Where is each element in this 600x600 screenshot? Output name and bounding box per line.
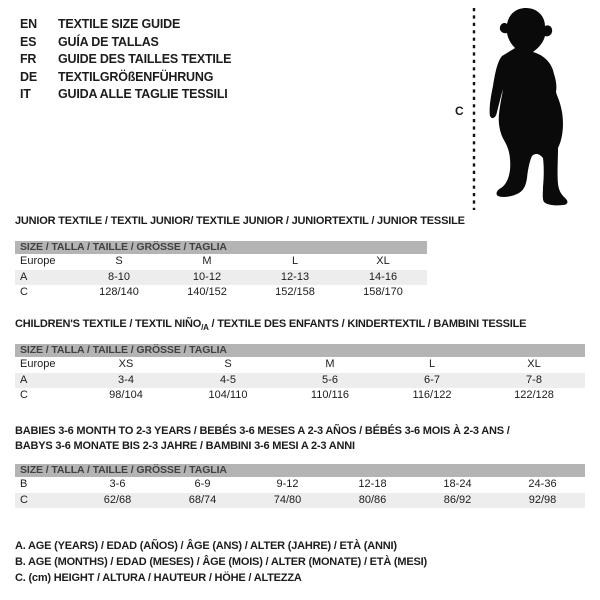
- language-title: GUIDA ALLE TAGLIE TESSILI: [58, 87, 228, 101]
- size-header-bar: SIZE / TALLA / TAILLE / GRÖSSE / TAGLIA: [15, 344, 585, 357]
- size-cell: L: [291, 255, 299, 267]
- size-cell: L: [428, 358, 436, 370]
- size-cell: 3-6: [109, 478, 126, 490]
- note-age-years: A. AGE (YEARS) / EDAD (AÑOS) / ÂGE (ANS) / ALTER (JAHRE) / ETÀ (ANNI): [15, 540, 397, 552]
- size-cell: 18-24: [443, 478, 472, 490]
- children-table: [15, 344, 585, 404]
- size-cell: 110/116: [310, 389, 350, 401]
- row-label: Europe: [20, 255, 56, 267]
- size-cell: 24-36: [528, 478, 557, 490]
- children-title-sub: /A: [201, 323, 209, 333]
- row-label: C: [20, 389, 28, 401]
- table-row: [15, 373, 585, 389]
- size-cell: 74/80: [273, 493, 302, 506]
- babies-title-line2: BABYS 3-6 MONATE BIS 2-3 JAHRE / BAMBINI 3-6 MESI A 2-3 ANNI: [15, 440, 355, 452]
- language-row: [20, 86, 231, 104]
- language-code: EN: [20, 17, 37, 31]
- junior-table-title: JUNIOR TEXTILE / TEXTIL JUNIOR/ TEXTILE JUNIOR / JUNIORTEXTIL / JUNIOR TESSILE: [15, 215, 465, 227]
- children-title-prefix: CHILDREN'S TEXTILE / TEXTIL NIÑO: [15, 318, 202, 330]
- language-code: ES: [20, 34, 37, 49]
- size-cell: 128/140: [99, 286, 139, 298]
- row-label: C: [20, 286, 28, 298]
- language-title: GUIDE DES TAILLES TEXTILE: [58, 52, 232, 66]
- row-label: B: [20, 478, 28, 490]
- babies-title-line1: BABIES 3-6 MONTH TO 2-3 YEARS / BEBÉS 3-6 MESES A 2-3 AÑOS / BÉBÉS 3-6 MOIS À 2-3 ANS /: [15, 425, 510, 437]
- language-title: TEXTILGRÖßENFÜHRUNG: [58, 69, 214, 84]
- language-title-list: [20, 16, 231, 104]
- baby-silhouette: [490, 8, 568, 205]
- height-measure-label: C: [455, 104, 464, 118]
- table-row: [15, 477, 585, 493]
- size-header-bar: SIZE / TALLA / TAILLE / GRÖSSE / TAGLIA: [15, 241, 427, 254]
- size-cell: 80/86: [358, 493, 387, 506]
- size-cell: 8-10: [107, 270, 131, 283]
- children-table-title: [15, 317, 526, 335]
- size-cell: S: [115, 255, 123, 267]
- size-cell: 86/92: [443, 493, 472, 506]
- babies-table: [15, 464, 585, 508]
- row-label: C: [20, 493, 28, 506]
- size-cell: 116/122: [412, 389, 452, 401]
- table-row: [15, 388, 585, 404]
- language-title: GUÍA DE TALLAS: [58, 34, 159, 49]
- size-cell: 140/152: [187, 286, 227, 298]
- row-label: Europe: [20, 358, 56, 370]
- size-cell: XL: [376, 255, 390, 267]
- size-cell: 158/170: [363, 286, 403, 298]
- size-cell: 62/68: [103, 493, 132, 506]
- legend-notes: [15, 538, 427, 586]
- size-cell: 4-5: [220, 373, 236, 386]
- size-cell: XL: [527, 358, 541, 370]
- size-header-bar: SIZE / TALLA / TAILLE / GRÖSSE / TAGLIA: [15, 464, 585, 477]
- language-code: DE: [20, 69, 37, 84]
- size-cell: 92/98: [528, 493, 557, 506]
- language-title: TEXTILE SIZE GUIDE: [58, 17, 181, 31]
- size-cell: 10-12: [192, 270, 222, 283]
- size-cell: 104/110: [208, 389, 248, 401]
- size-cell: 5-6: [322, 373, 338, 386]
- table-row: [15, 357, 585, 373]
- baby-height-figure: [450, 4, 580, 214]
- size-cell: S: [224, 358, 232, 370]
- note-height-cm: C. (cm) HEIGHT / ALTURA / HAUTEUR / HÖHE / ALTEZZA: [15, 572, 302, 584]
- size-cell: 7-8: [526, 373, 542, 386]
- junior-table: [15, 241, 427, 301]
- table-row: [15, 285, 427, 301]
- size-cell: 12-18: [358, 478, 387, 490]
- table-row: [15, 270, 427, 286]
- language-code: FR: [20, 52, 37, 66]
- children-title-suffix: / TEXTILE DES ENFANTS / KINDERTEXTIL / BAMBINI TESSILE: [208, 318, 527, 330]
- size-cell: XS: [118, 358, 134, 370]
- size-cell: M: [202, 255, 212, 267]
- size-cell: 9-12: [276, 478, 299, 490]
- size-cell: 68/74: [188, 493, 217, 506]
- row-label: A: [20, 373, 28, 386]
- table-row: [15, 254, 427, 270]
- size-cell: 98/104: [109, 389, 143, 401]
- size-cell: 12-13: [280, 270, 310, 283]
- size-cell: 14-16: [368, 270, 398, 283]
- size-cell: 6-9: [194, 478, 211, 490]
- size-cell: 3-4: [118, 373, 134, 386]
- size-cell: 152/158: [275, 286, 315, 298]
- size-cell: 122/128: [514, 389, 554, 401]
- note-age-months: B. AGE (MONTHS) / EDAD (MESES) / ÂGE (MOIS) / ALTER (MONATE) / ETÀ (MESI): [15, 556, 427, 568]
- language-row: [20, 34, 231, 52]
- babies-table-title: [15, 424, 510, 454]
- language-row: [20, 69, 231, 87]
- table-row: [15, 493, 585, 509]
- size-cell: M: [325, 358, 335, 370]
- language-row: [20, 16, 231, 34]
- language-row: [20, 51, 231, 69]
- language-code: IT: [20, 87, 31, 101]
- size-cell: 6-7: [424, 373, 440, 386]
- row-label: A: [20, 270, 28, 283]
